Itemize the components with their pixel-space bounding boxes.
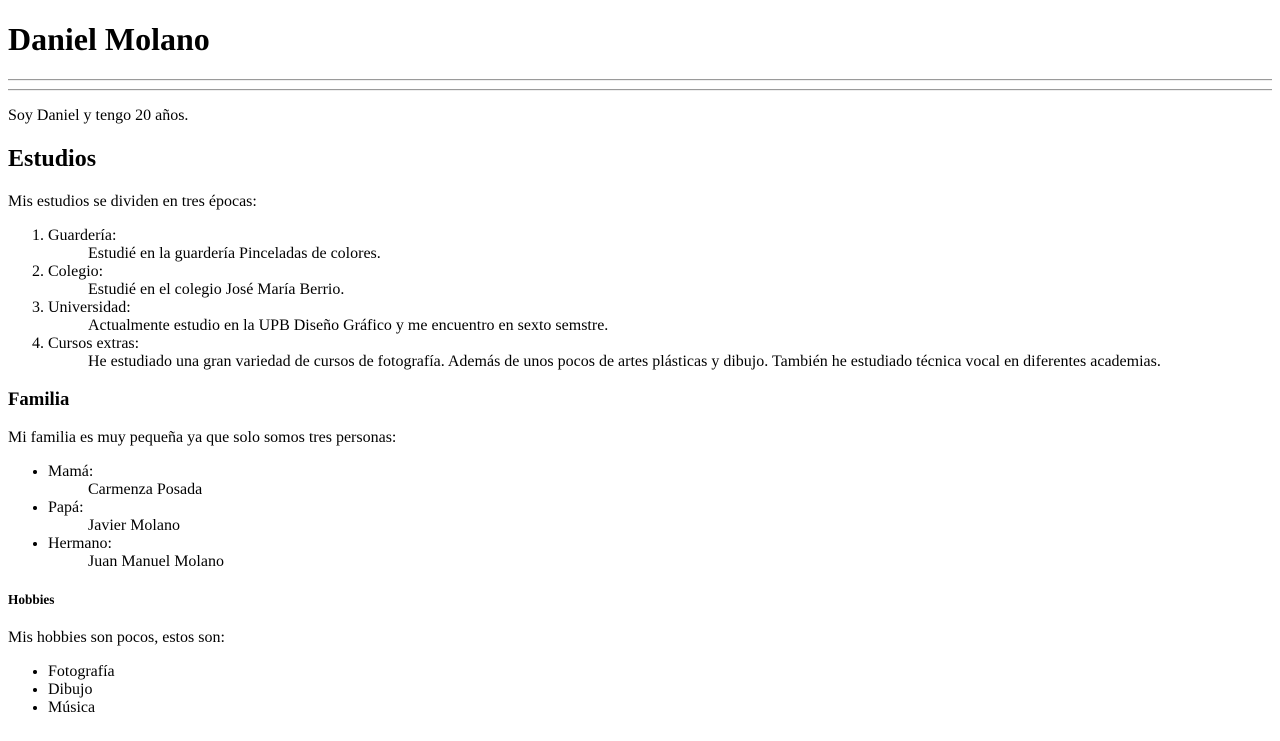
- item-term: Papá:: [48, 499, 84, 516]
- list-item: [48, 335, 1272, 371]
- hobbies-list: [8, 663, 1272, 717]
- item-description: Actualmente estudio en la UPB Diseño Gráfico y me encuentro en sexto semstre.: [88, 317, 609, 334]
- familia-heading: Familia: [8, 389, 70, 410]
- list-item: [48, 263, 1272, 299]
- item-term: Mamá:: [48, 463, 94, 480]
- estudios-heading: Estudios: [8, 146, 97, 172]
- hobbies-heading: Hobbies: [8, 592, 55, 607]
- hobbies-intro: Mis hobbies son pocos, estos son:: [8, 629, 225, 646]
- item-term: Universidad:: [48, 299, 131, 316]
- page-content: [0, 21, 1280, 717]
- list-item: [48, 227, 1272, 263]
- familia-list: [8, 463, 1272, 571]
- list-item: • Fotografía: [48, 663, 1272, 681]
- item-term: Cursos extras:: [48, 335, 140, 352]
- divider-top: [8, 79, 1272, 81]
- estudios-intro: Mis estudios se dividen en tres épocas:: [8, 193, 257, 210]
- item-description: Estudié en la guardería Pinceladas de colores.: [88, 245, 381, 262]
- item-description: Estudié en el colegio José María Berrio.: [88, 281, 345, 298]
- item-term: Hermano:: [48, 535, 112, 552]
- item-term: Guardería:: [48, 227, 117, 244]
- list-item: [48, 299, 1272, 335]
- estudios-list: [8, 227, 1272, 371]
- page-title: Daniel Molano: [8, 21, 210, 57]
- item-term: Colegio:: [48, 263, 104, 280]
- list-item: • Música: [48, 699, 1272, 717]
- list-item: [48, 499, 1272, 535]
- intro-text: Soy Daniel y tengo 20 años.: [8, 107, 189, 124]
- list-item: [48, 535, 1272, 571]
- divider-bottom: [8, 89, 1272, 91]
- familia-intro: Mi familia es muy pequeña ya que solo somos tres personas:: [8, 429, 397, 446]
- list-item: [48, 463, 1272, 499]
- item-description: Juan Manuel Molano: [88, 553, 224, 570]
- item-description: He estudiado una gran variedad de cursos de fotografía. Además de unos pocos de artes plásticas y dibujo. También he estudiado técnica vocal en diferentes academias.: [88, 353, 1161, 370]
- item-description: Javier Molano: [88, 517, 180, 534]
- list-item: • Dibujo: [48, 681, 1272, 699]
- item-description: Carmenza Posada: [88, 481, 203, 498]
